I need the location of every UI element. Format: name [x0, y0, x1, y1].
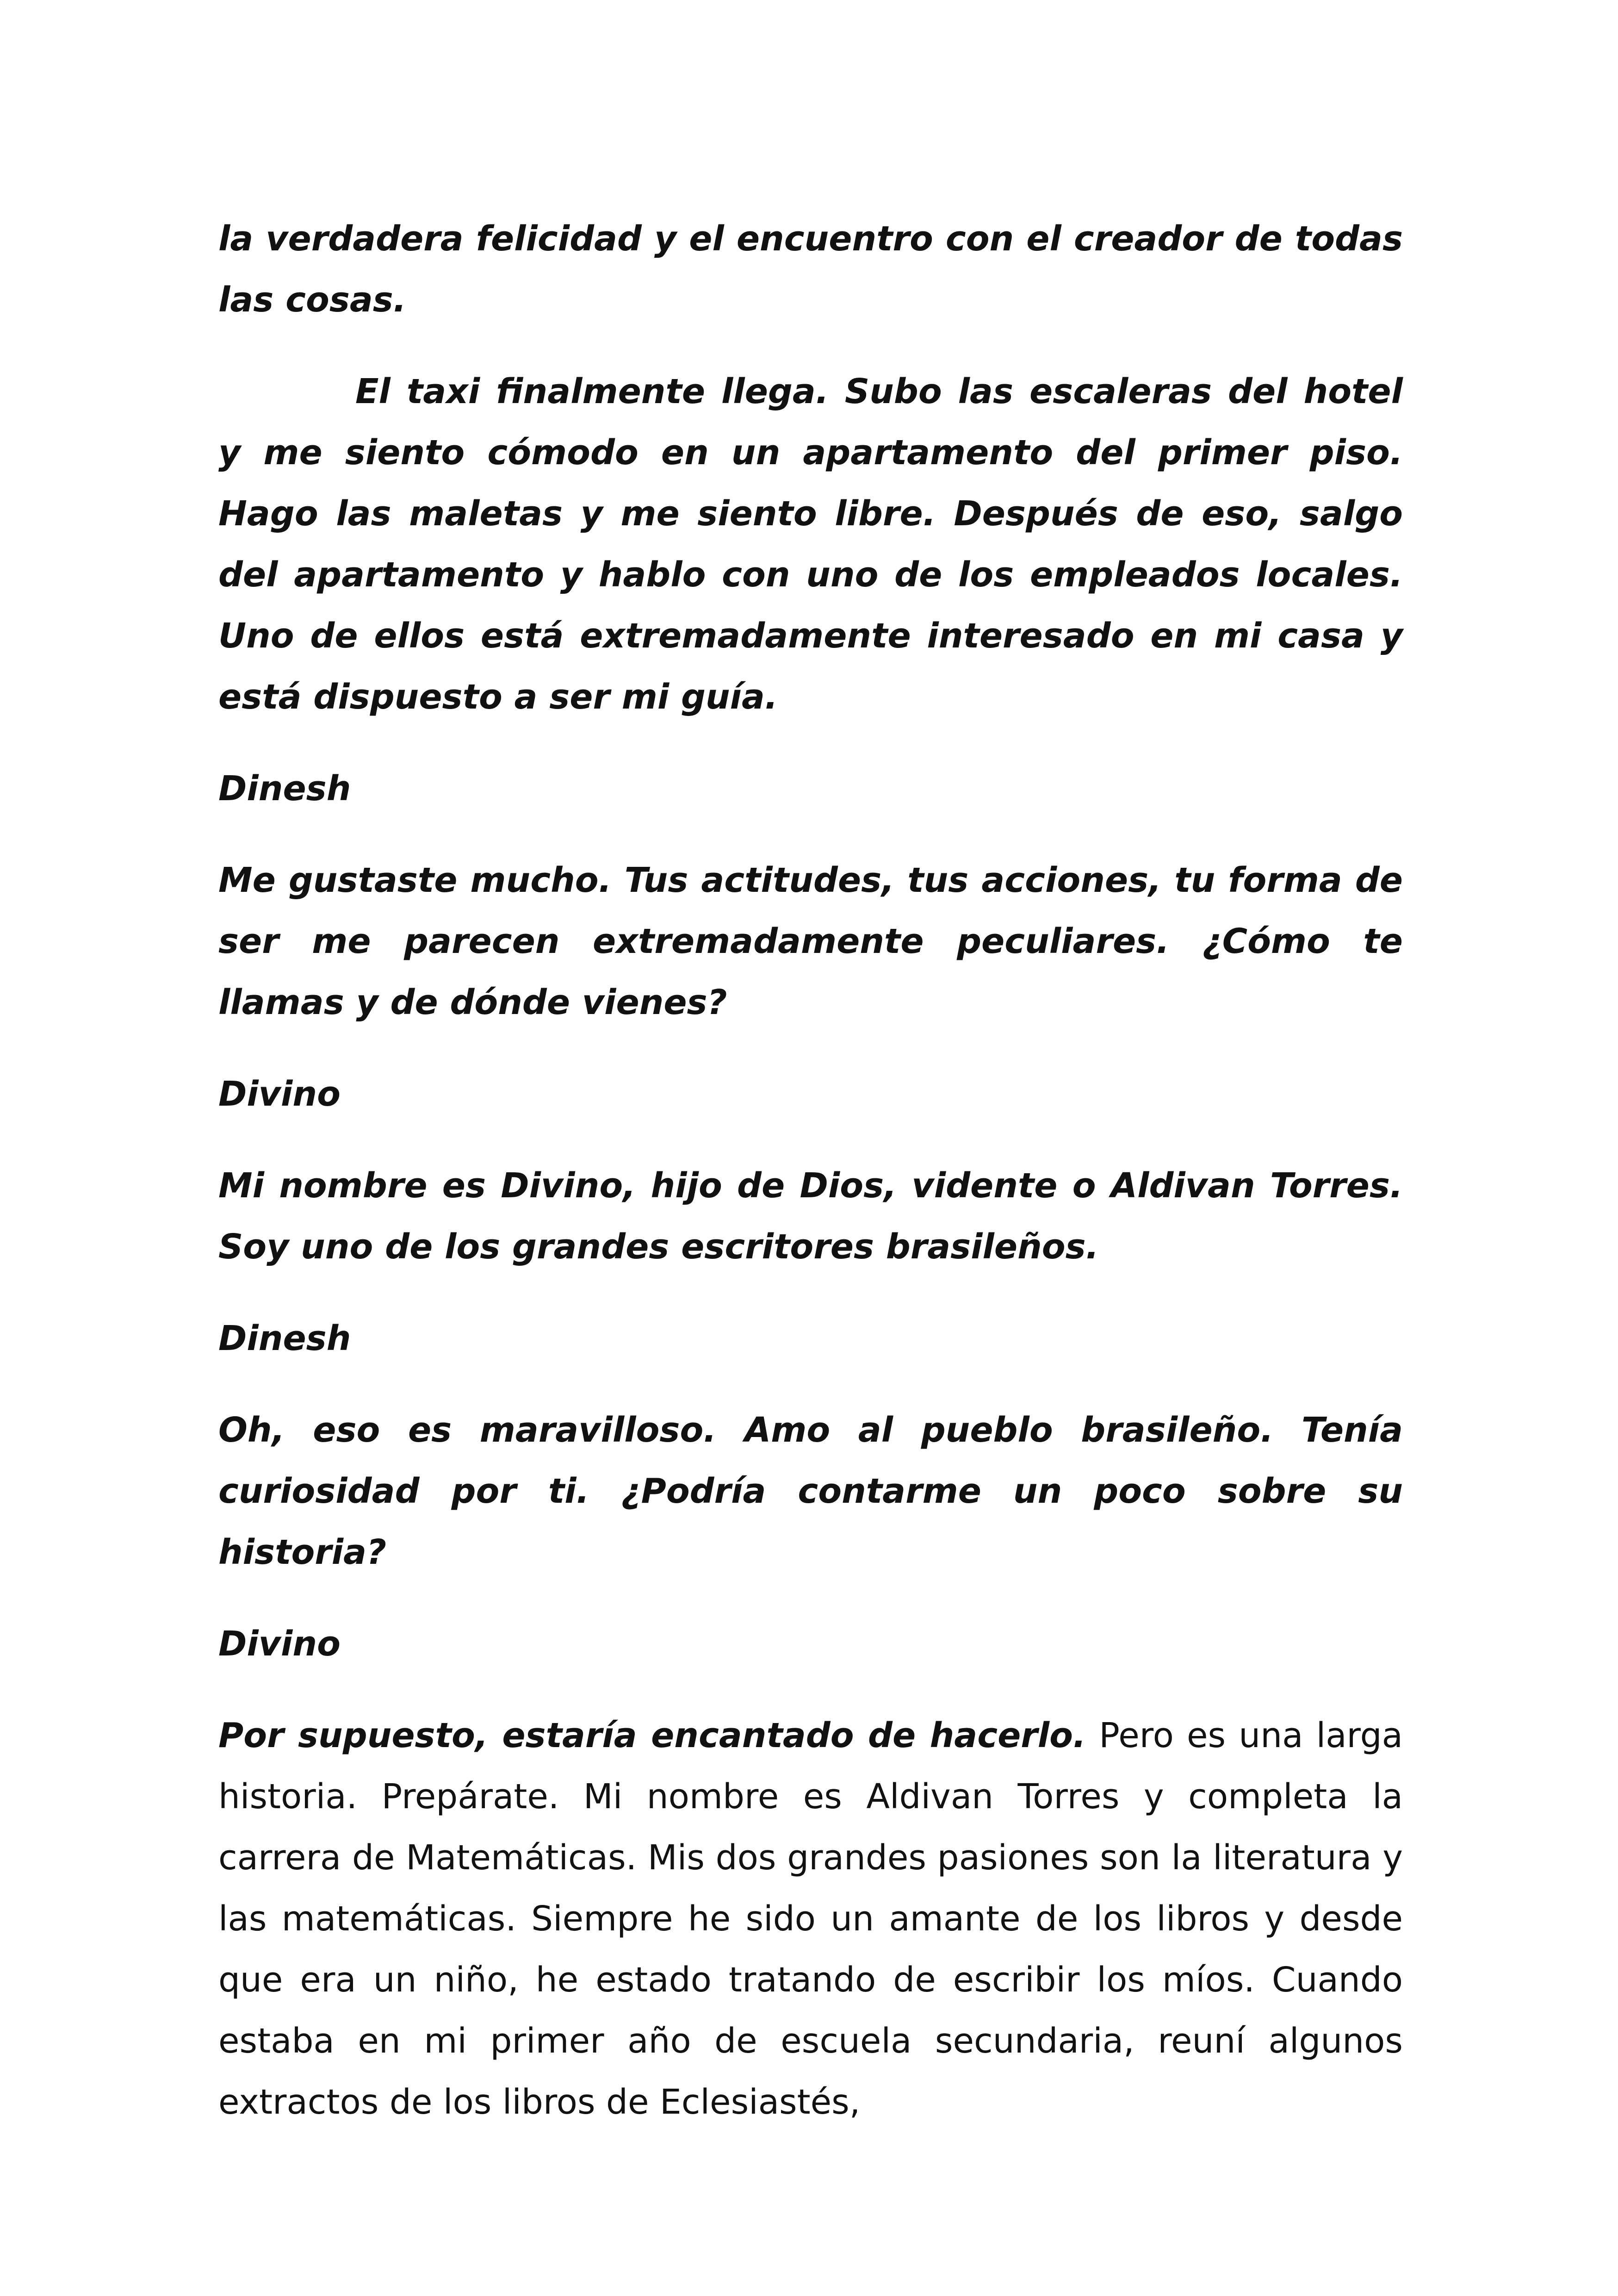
- document-body: [218, 208, 1403, 2163]
- dialogue-paragraph-mixed: [218, 1705, 1403, 2133]
- speaker-name: Dinesh: [218, 1319, 351, 1358]
- dialogue-continuation: Pero es una larga historia. Prepárate. Mi nombre es Aldivan Torres y completa la carrera de Matemáticas. Mis dos grandes pasiones son la literatura y las matemáticas. Siempre he sido un amante de los libros y desde que era un niño, he estado tratando de escribir los míos. Cuando estaba en mi primer año de escuela secundaria, reuní algunos extractos de los libros de Eclesiastés,: [218, 1716, 1403, 2122]
- speaker-name: Divino: [218, 1624, 341, 1664]
- speaker-name: Divino: [218, 1074, 341, 1114]
- narration-paragraph: la verdadera felicidad y el encuentro con el creador de todas las cosas.: [218, 219, 1403, 320]
- dialogue-paragraph: Mi nombre es Divino, hijo de Dios, vidente o Aldivan Torres. Soy uno de los grandes escritores brasileños.: [218, 1166, 1403, 1267]
- speaker-name: Dinesh: [218, 769, 351, 809]
- dialogue-paragraph: Me gustaste mucho. Tus actitudes, tus acciones, tu forma de ser me parecen extremadamente peculiares. ¿Cómo te llamas y de dónde vienes?: [218, 860, 1403, 1022]
- narration-paragraph: El taxi finalmente llega. Subo las escaleras del hotel y me siento cómodo en un apartamento del primer piso. Hago las maletas y me siento libre. Después de eso, salgo del apartamento y hablo con uno de los empleados locales. Uno de ellos está extremadamente interesado en mi casa y está dispuesto a ser mi guía.: [218, 372, 1403, 717]
- dialogue-emphasis: Por supuesto, estaría encantado de hacerlo.: [218, 1716, 1086, 1755]
- dialogue-paragraph: Oh, eso es maravilloso. Amo al pueblo brasileño. Tenía curiosidad por ti. ¿Podría contarme un poco sobre su historia?: [218, 1410, 1403, 1572]
